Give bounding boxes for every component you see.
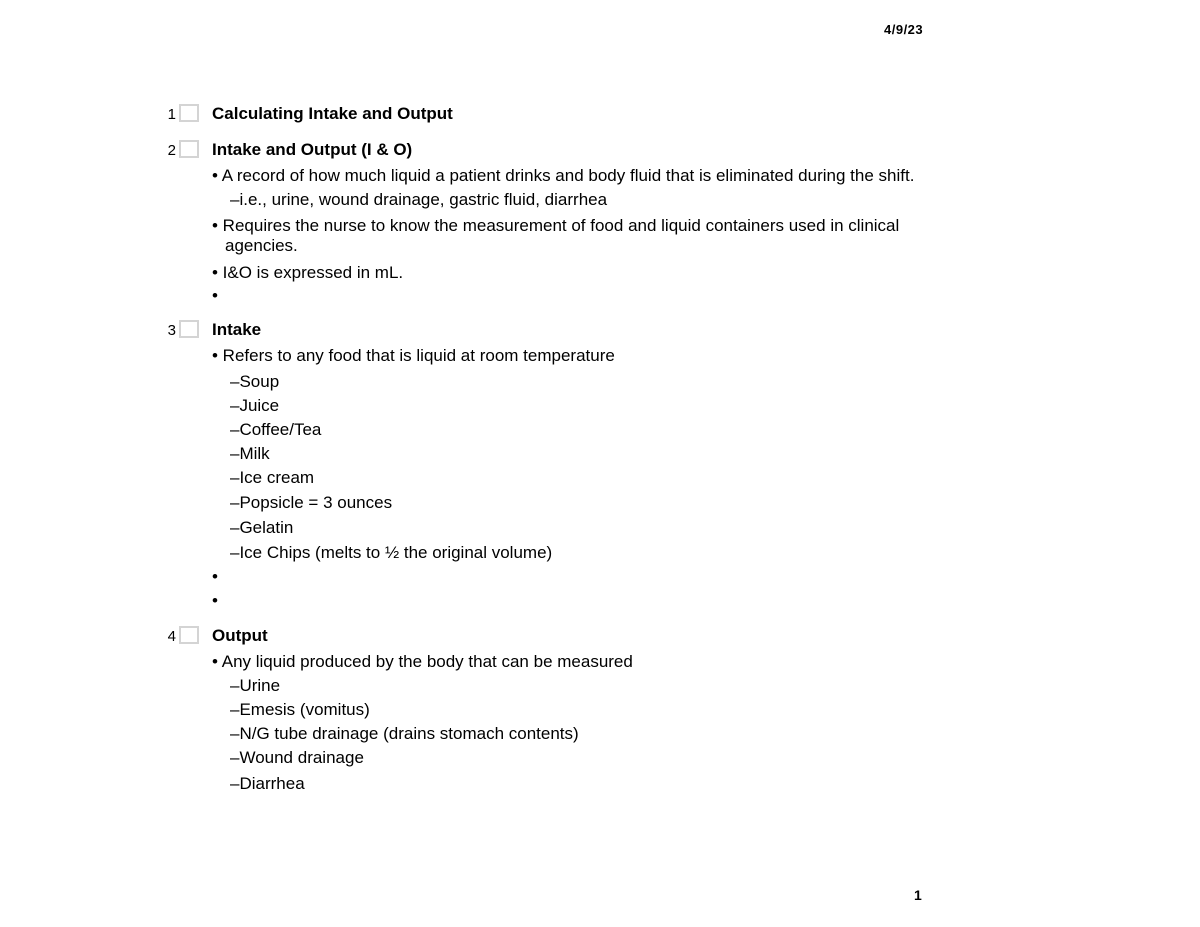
bullet-line: • Refers to any food that is liquid at room temperature xyxy=(212,346,615,365)
sub-bullet-line: –Ice Chips (melts to ½ the original volume) xyxy=(230,543,553,562)
sub-bullet-line: –Ice cream xyxy=(230,468,315,487)
bullet-line: • I&O is expressed in mL. xyxy=(212,263,404,282)
sub-bullet-line: –Soup xyxy=(230,372,280,391)
sub-bullet-line: –Urine xyxy=(230,676,281,695)
slide-number: 4 xyxy=(167,628,176,645)
slide-number: 1 xyxy=(167,106,176,123)
empty-bullet: • xyxy=(212,591,218,610)
bullet-line: • Requires the nurse to know the measurement of food and liquid containers used in clinical xyxy=(212,216,900,235)
sub-bullet-line: –Wound drainage xyxy=(230,748,364,767)
slide-thumbnail[interactable] xyxy=(179,140,199,158)
sub-bullet-line: –Coffee/Tea xyxy=(230,420,322,439)
slide-number: 2 xyxy=(167,142,176,159)
bullet-line: • A record of how much liquid a patient drinks and body fluid that is eliminated during the shift. xyxy=(212,166,915,185)
empty-bullet: • xyxy=(212,567,218,586)
page-date: 4/9/23 xyxy=(884,22,924,37)
sub-bullet-line: –i.e., urine, wound drainage, gastric fluid, diarrhea xyxy=(230,190,608,209)
sub-bullet-line: –Gelatin xyxy=(230,518,294,537)
sub-bullet-line: –Popsicle = 3 ounces xyxy=(230,493,393,512)
bullet-line: • Any liquid produced by the body that can be measured xyxy=(212,652,633,671)
slide-title: Intake xyxy=(212,320,262,339)
sub-bullet-line: –Juice xyxy=(230,396,280,415)
sub-bullet-line: –Emesis (vomitus) xyxy=(230,700,370,719)
sub-bullet-line: –Milk xyxy=(230,444,270,463)
slide-title: Intake and Output (I & O) xyxy=(212,140,413,159)
empty-bullet: • xyxy=(212,286,218,305)
page-number: 1 xyxy=(914,887,922,903)
sub-bullet-line: –N/G tube drainage (drains stomach contents) xyxy=(230,724,579,743)
slide-thumbnail[interactable] xyxy=(179,320,199,338)
slide-thumbnail[interactable] xyxy=(179,626,199,644)
slide-number: 3 xyxy=(167,322,176,339)
slide-thumbnail[interactable] xyxy=(179,104,199,122)
sub-bullet-line: –Diarrhea xyxy=(230,774,305,793)
bullet-line-continuation: agencies. xyxy=(225,236,298,255)
slide-title: Calculating Intake and Output xyxy=(212,104,453,123)
slide-title: Output xyxy=(212,626,268,645)
